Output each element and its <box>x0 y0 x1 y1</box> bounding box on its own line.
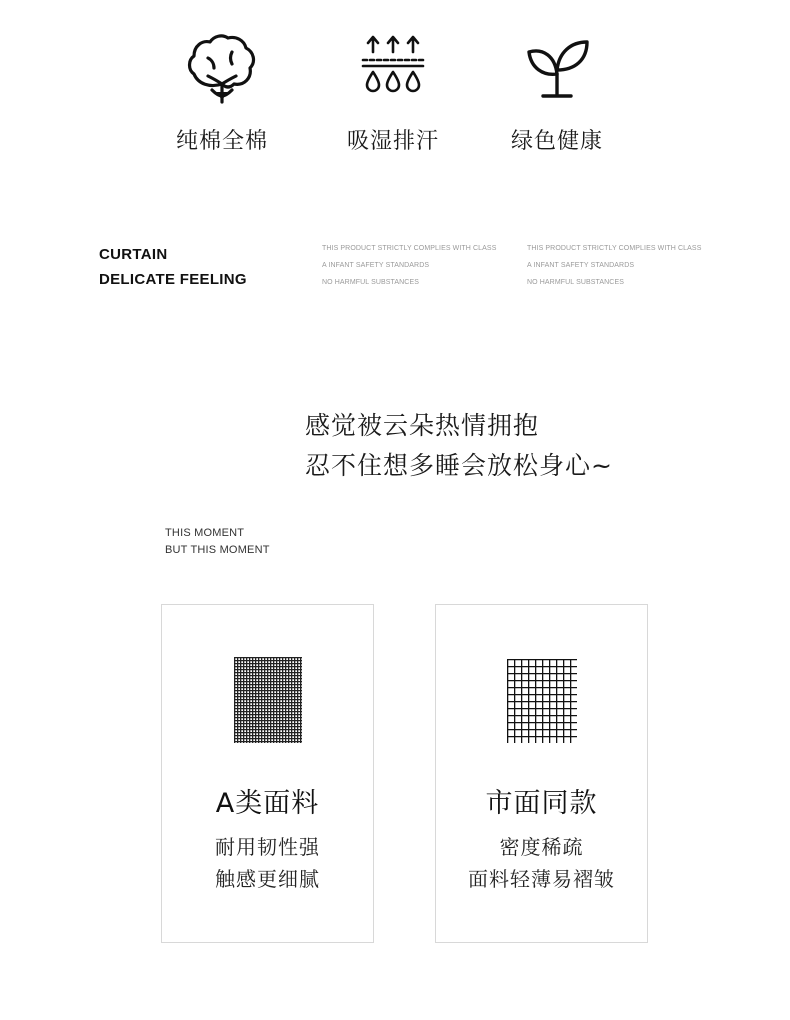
compliance-block-2 <box>527 240 701 291</box>
slogan <box>305 406 613 486</box>
card-feature-line-2: 触感更细腻 <box>215 867 320 891</box>
compliance-1-line-2: A INFANT SAFETY STANDARDS <box>322 262 430 269</box>
compliance-2-line-1: THIS PRODUCT STRICTLY COMPLIES WITH CLASS <box>527 245 702 252</box>
dense-weave-pattern <box>234 657 302 743</box>
compliance-1-line-1: THIS PRODUCT STRICTLY COMPLIES WITH CLASS <box>322 245 497 252</box>
cotton-flower-icon <box>186 30 258 106</box>
comparison-card-a-class <box>161 604 374 943</box>
sprout-icon <box>521 30 593 106</box>
feature-label-green: 绿色健康 <box>510 129 603 154</box>
feature-green <box>487 30 627 155</box>
compliance-2-line-2: A INFANT SAFETY STANDARDS <box>527 262 635 269</box>
comparison-card-market <box>435 604 648 943</box>
loose-grid-pattern <box>507 659 577 743</box>
card-feature-line-1: 耐用韧性强 <box>215 835 320 859</box>
curtain-line-1: CURTAIN <box>99 246 168 263</box>
slogan-line-2: 忍不住想多睡会放松身心~ <box>305 451 613 480</box>
slogan-line-1: 感觉被云朵热情拥抱 <box>305 411 540 440</box>
moisture-wicking-icon <box>357 30 429 106</box>
feature-cotton <box>152 30 292 155</box>
card-title-market: 市面同款 <box>485 788 598 819</box>
curtain-line-2: DELICATE FEELING <box>99 271 247 288</box>
card-feature-line-2: 面料轻薄易褶皱 <box>468 867 615 891</box>
feature-moisture <box>323 30 463 155</box>
compliance-2-line-3: NO HARMFUL SUBSTANCES <box>527 279 624 286</box>
feature-label-cotton: 纯棉全棉 <box>175 129 268 154</box>
compliance-1-line-3: NO HARMFUL SUBSTANCES <box>322 279 419 286</box>
feature-label-moisture: 吸湿排汗 <box>346 129 439 154</box>
card-feature-line-1: 密度稀疏 <box>499 835 584 859</box>
card-title-a-class: A类面料 <box>215 788 320 819</box>
compliance-block-1 <box>322 240 496 291</box>
moment-caption <box>165 525 270 559</box>
curtain-heading <box>99 242 247 292</box>
moment-line-2: BUT THIS MOMENT <box>165 544 270 556</box>
moment-line-1: THIS MOMENT <box>165 527 245 539</box>
